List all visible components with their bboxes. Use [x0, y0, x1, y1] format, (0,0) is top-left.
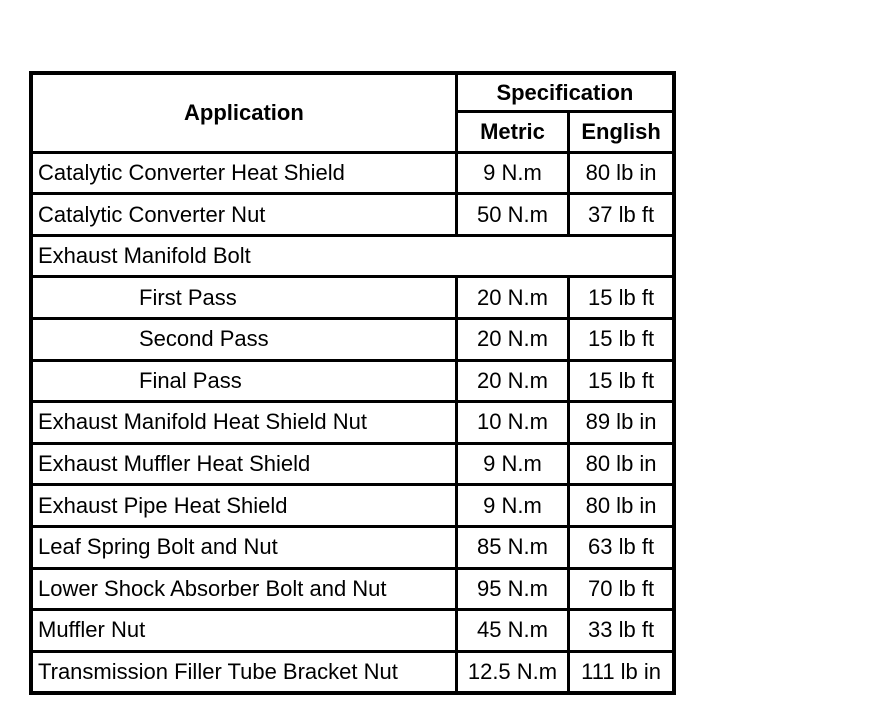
table-row	[31, 360, 674, 402]
cell-english: 70 lb ft	[569, 568, 674, 610]
cell-english: 80 lb in	[569, 152, 674, 194]
column-header-metric: Metric	[456, 112, 568, 153]
cell-english: 15 lb ft	[569, 360, 674, 402]
cell-english: 15 lb ft	[569, 319, 674, 361]
cell-application: Exhaust Muffler Heat Shield	[31, 443, 456, 485]
table-row	[31, 152, 674, 194]
cell-english: 37 lb ft	[569, 194, 674, 236]
table-row	[31, 485, 674, 527]
cell-metric: 85 N.m	[456, 526, 568, 568]
cell-metric: 20 N.m	[456, 319, 568, 361]
cell-application: Second Pass	[31, 319, 456, 361]
table-row-group-heading	[31, 235, 674, 277]
column-header-specification: Specification	[456, 73, 674, 112]
torque-spec-table	[29, 71, 676, 695]
cell-metric: 45 N.m	[456, 610, 568, 652]
cell-metric: 9 N.m	[456, 485, 568, 527]
header-row-1	[31, 73, 674, 112]
table-row	[31, 277, 674, 319]
cell-application: Transmission Filler Tube Bracket Nut	[31, 651, 456, 693]
cell-application: Exhaust Pipe Heat Shield	[31, 485, 456, 527]
table-row	[31, 526, 674, 568]
table-row	[31, 443, 674, 485]
table-row	[31, 319, 674, 361]
cell-application: Leaf Spring Bolt and Nut	[31, 526, 456, 568]
cell-application: First Pass	[31, 277, 456, 319]
cell-metric: 10 N.m	[456, 402, 568, 444]
cell-metric: 50 N.m	[456, 194, 568, 236]
cell-application: Lower Shock Absorber Bolt and Nut	[31, 568, 456, 610]
cell-metric: 20 N.m	[456, 360, 568, 402]
cell-english: 63 lb ft	[569, 526, 674, 568]
cell-metric: 20 N.m	[456, 277, 568, 319]
cell-application: Catalytic Converter Heat Shield	[31, 152, 456, 194]
cell-english: 80 lb in	[569, 443, 674, 485]
table-row	[31, 568, 674, 610]
column-header-english: English	[569, 112, 674, 153]
table-row	[31, 651, 674, 693]
cell-english: 33 lb ft	[569, 610, 674, 652]
cell-english: 15 lb ft	[569, 277, 674, 319]
cell-application: Catalytic Converter Nut	[31, 194, 456, 236]
cell-application: Muffler Nut	[31, 610, 456, 652]
cell-metric: 9 N.m	[456, 152, 568, 194]
cell-metric: 12.5 N.m	[456, 651, 568, 693]
cell-metric: 95 N.m	[456, 568, 568, 610]
table-row	[31, 194, 674, 236]
table-row	[31, 610, 674, 652]
table-row	[31, 402, 674, 444]
cell-application: Final Pass	[31, 360, 456, 402]
cell-english: 80 lb in	[569, 485, 674, 527]
cell-metric: 9 N.m	[456, 443, 568, 485]
cell-application: Exhaust Manifold Heat Shield Nut	[31, 402, 456, 444]
cell-application-group: Exhaust Manifold Bolt	[31, 235, 674, 277]
cell-english: 111 lb in	[569, 651, 674, 693]
cell-english: 89 lb in	[569, 402, 674, 444]
column-header-application: Application	[31, 73, 456, 152]
